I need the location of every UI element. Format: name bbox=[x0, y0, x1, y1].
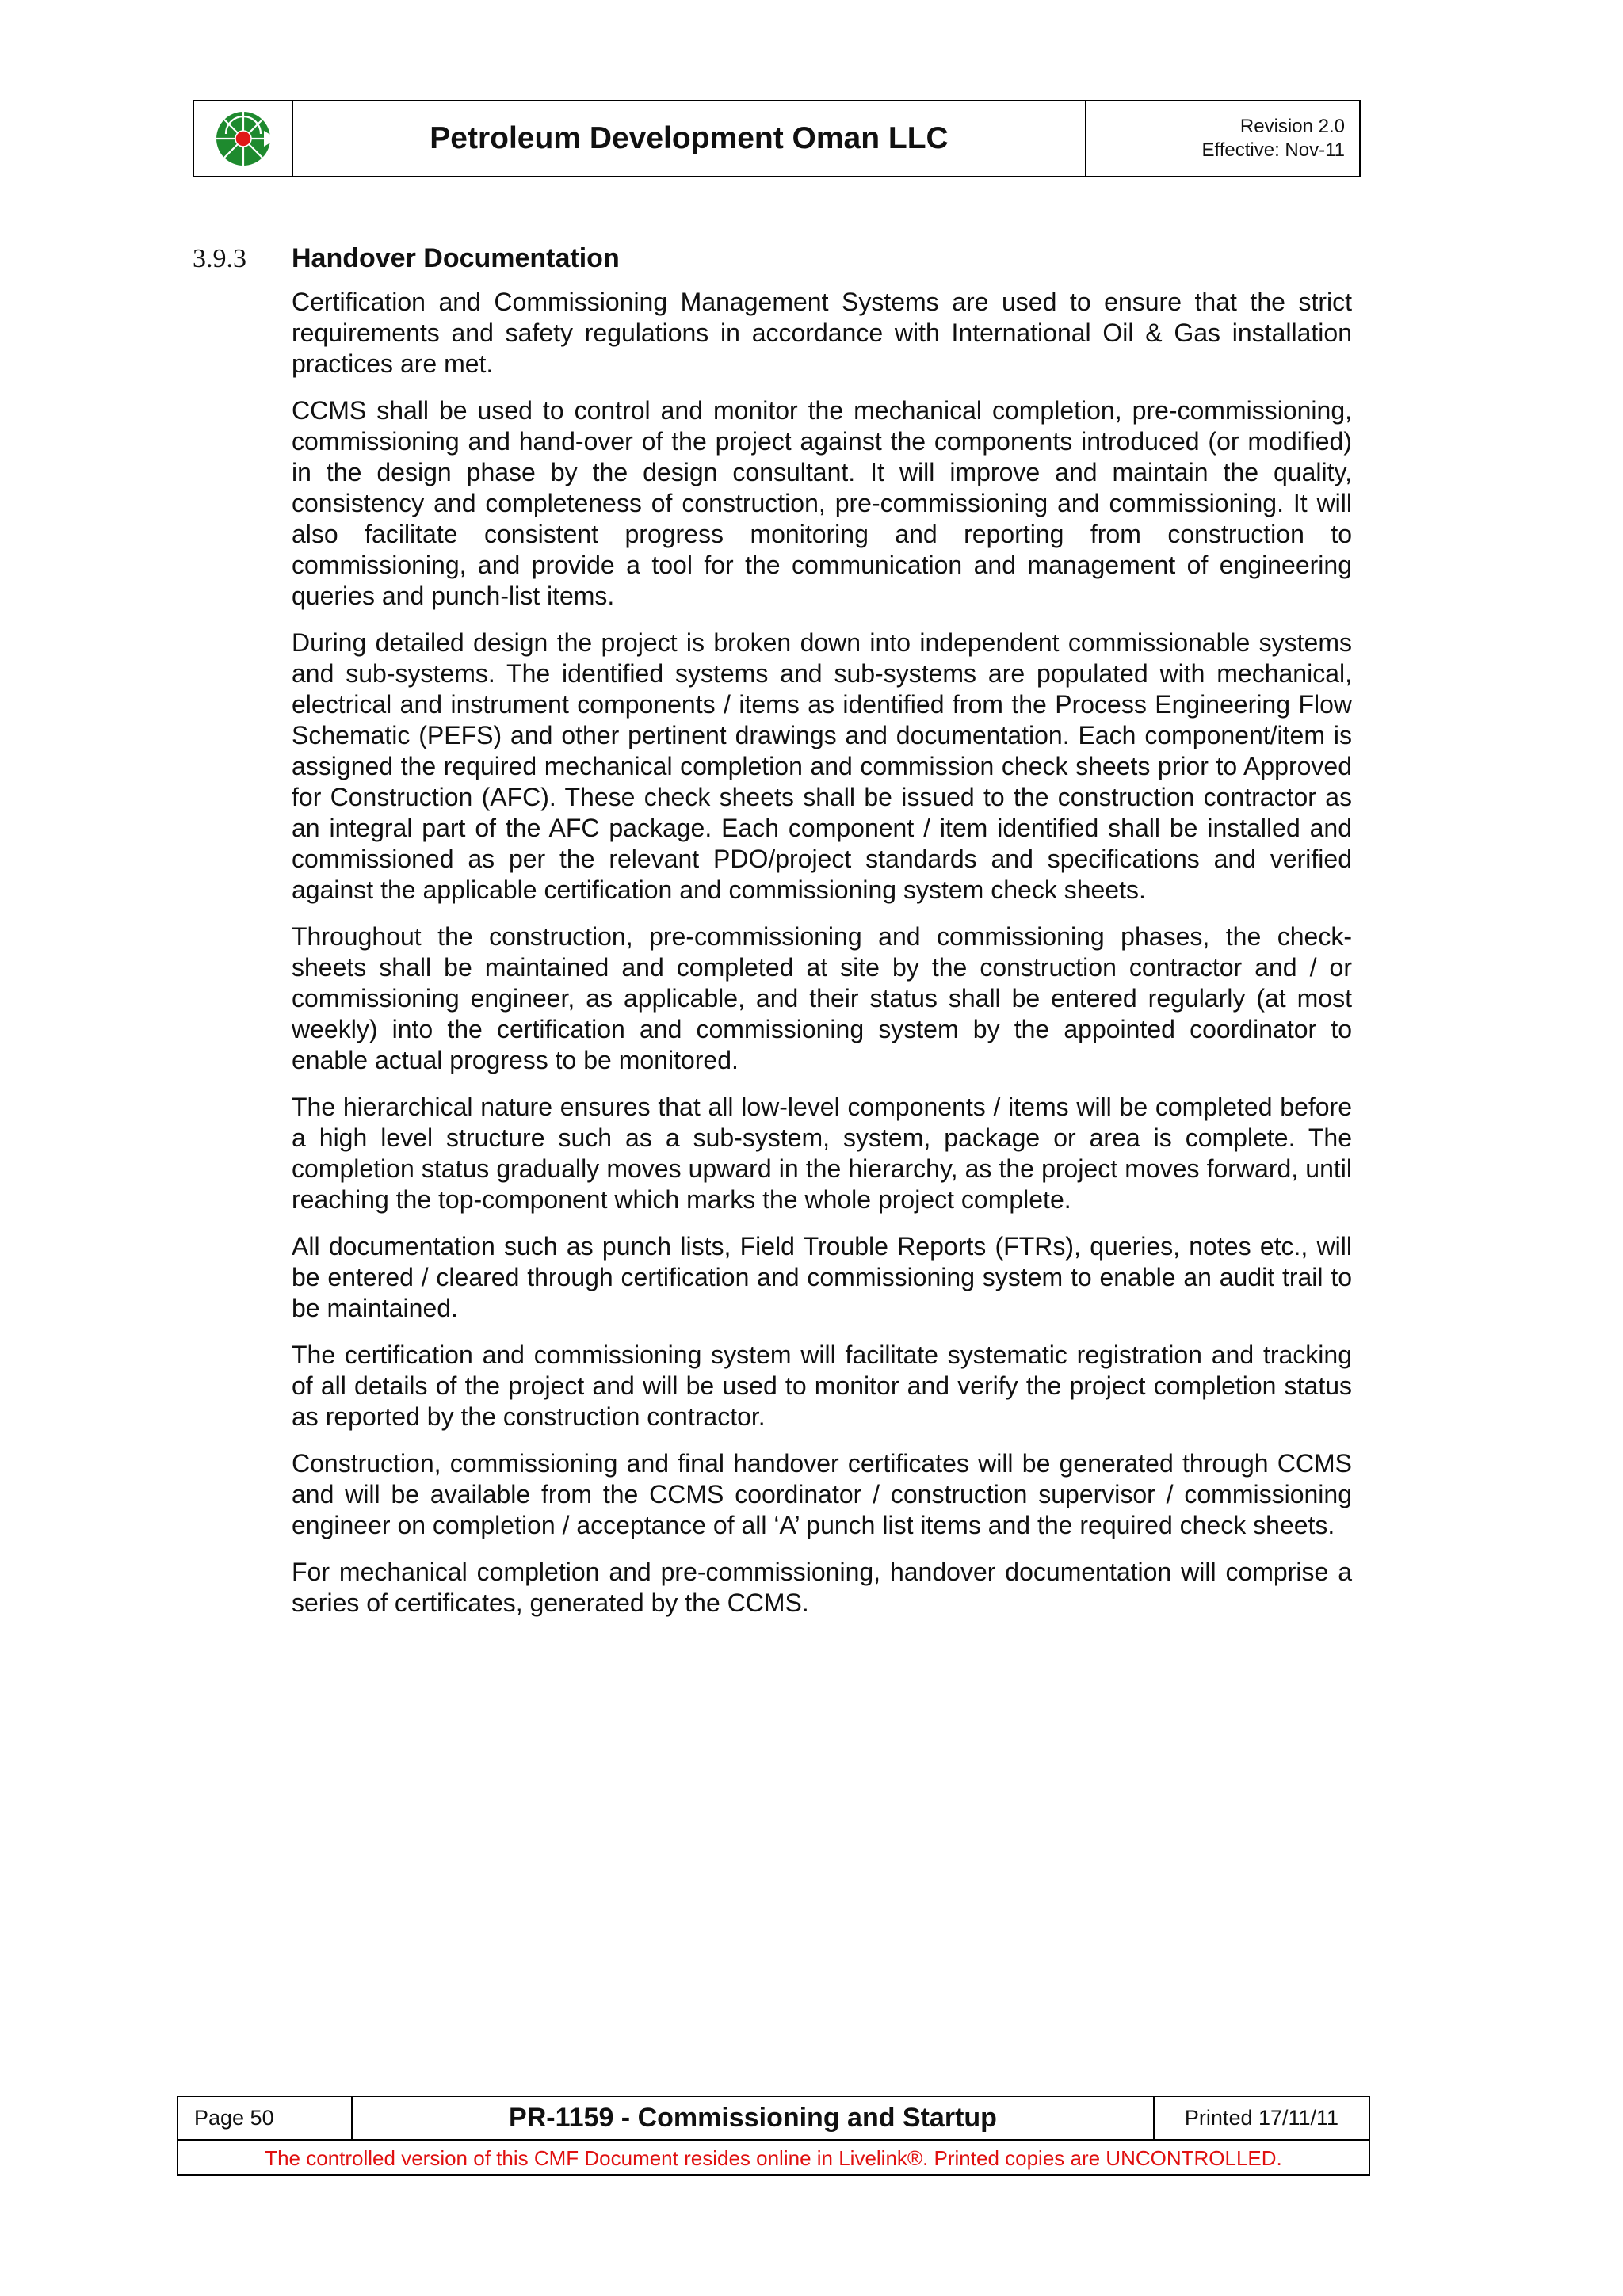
paragraph: Construction, commissioning and final handover certificates will be generated through CCMS and will be available from the CCMS coordinator / construction supervisor / commissioning engineer on completion / acceptance of all ‘A’ punch list items and the required check sheets. bbox=[292, 1449, 1352, 1539]
section-body bbox=[292, 287, 1352, 1634]
company-title: Petroleum Development Oman LLC bbox=[293, 101, 1086, 176]
paragraph: Certification and Commissioning Management Systems are used to ensure that the strict requirements and safety regulations in accordance with International Oil & Gas installation practices are met. bbox=[292, 288, 1352, 378]
revision-text: Revision 2.0 bbox=[1239, 116, 1345, 137]
section-heading bbox=[193, 242, 1365, 275]
paragraph: Throughout the construction, pre-commissioning and commissioning phases, the check-sheets shall be maintained and completed at site by the construction contractor and / or commissioning engineer, as applicable, and their status shall be entered regularly (at most weekly) into the certification and commissioning system by the appointed coordinator to enable actual progress to be monitored. bbox=[292, 922, 1352, 1074]
footer-row bbox=[178, 2097, 1369, 2141]
page-footer bbox=[177, 2096, 1370, 2176]
section-title: Handover Documentation bbox=[292, 243, 620, 273]
paragraph: The certification and commissioning system will facilitate systematic registration and tracking of all details of the project and will be used to monitor and verify the project completion status as reported by the construction contractor. bbox=[292, 1341, 1352, 1431]
document-title: PR-1159 - Commissioning and Startup bbox=[353, 2097, 1155, 2139]
paragraph: For mechanical completion and pre-commissioning, handover documentation will comprise a series of certificates, generated by the CCMS. bbox=[292, 1558, 1352, 1617]
paragraph: All documentation such as punch lists, Field Trouble Reports (FTRs), queries, notes etc., will be entered / cleared through certification and commissioning system to enable an audit trail to be maintained. bbox=[292, 1232, 1352, 1322]
pdo-logo-icon bbox=[212, 109, 275, 169]
page-number: Page 50 bbox=[178, 2097, 353, 2139]
revision-block bbox=[1086, 101, 1359, 176]
uncontrolled-notice: The controlled version of this CMF Document resides online in Livelink®. Printed copies are UNCONTROLLED. bbox=[265, 2145, 1282, 2170]
section-number: 3.9.3 bbox=[193, 244, 246, 273]
paragraph: The hierarchical nature ensures that all low-level components / items will be completed before a high level structure such as a sub-system, system, package or area is complete. The completion status gradually moves upward in the hierarchy, as the project moves forward, until reaching the top-component which marks the whole project complete. bbox=[292, 1093, 1352, 1214]
logo-cell bbox=[194, 101, 293, 176]
page-header bbox=[193, 100, 1361, 177]
printed-date: Printed 17/11/11 bbox=[1184, 2106, 1339, 2130]
paragraph: During detailed design the project is broken down into independent commissionable systems and sub-systems. The identified systems and sub-systems are populated with mechanical, electrical and instrument components / items as identified from the Process Engineering Flow Schematic (PEFS) and other pertinent drawings and documentation. Each component/item is assigned the required mechanical completion and commission check sheets prior to Approved for Construction (AFC). These check sheets shall be issued to the construction contractor as an integral part of the AFC package. Each component / item identified shall be installed and commissioned as per the relevant PDO/project standards and specifications and verified against the applicable certification and commissioning system check sheets. bbox=[292, 628, 1352, 904]
effective-date: Effective: Nov-11 bbox=[1201, 139, 1345, 161]
paragraph: CCMS shall be used to control and monitor the mechanical completion, pre-commissioning, commissioning and hand-over of the project against the components introduced (or modified) in the design phase by the design consultant. It will improve and maintain the quality, consistency and completeness of construction, pre-commissioning and commissioning. It will also facilitate consistent progress monitoring and reporting from construction to commissioning, and provide a tool for the communication and management of engineering queries and punch-list items. bbox=[292, 396, 1352, 610]
